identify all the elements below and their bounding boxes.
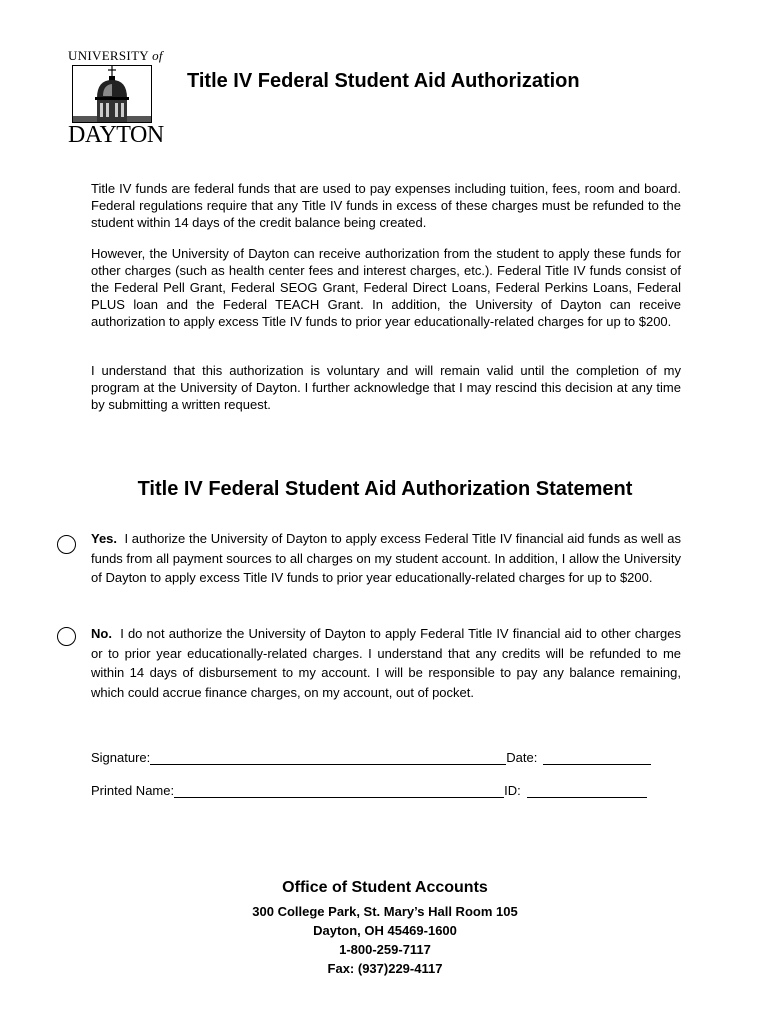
yes-option [91, 529, 681, 588]
paragraph-acknowledgement: I understand that this authorization is voluntary and will remain valid until the completion of my program at the University of Dayton. I further acknowledge that I may rescind this decision at any time by submitting a written request. [91, 363, 681, 412]
office-address-line1: 300 College Park, St. Mary’s Hall Room 105 [252, 904, 518, 919]
signature-line[interactable] [150, 750, 506, 765]
office-phone: 1-800-259-7117 [339, 942, 431, 957]
signature-row [91, 750, 651, 765]
no-radio[interactable] [57, 627, 76, 646]
printed-name-line[interactable] [174, 783, 504, 798]
paragraph-intro: Title IV funds are federal funds that are used to pay expenses including tuition, fees, room and board. Federal regulations require that any Title IV funds in excess of these charges must be refunded to the student within 14 days of the credit balance being created. [91, 181, 681, 230]
paragraph-authorization: However, the University of Dayton can receive authorization from the student to apply these funds for other charges (such as health center fees and interest charges, etc.). Federal Title IV funds consist of the Federal Pell Grant, Federal SEOG Grant, Federal Direct Loans, Federal Perkins Loans, Federal PLUS loan and the Federal TEACH Grant. In addition, the University of Dayton can receive authorization to apply excess Title IV funds to prior year educationally-related charges for up to $200. [91, 246, 681, 329]
date-line[interactable] [543, 750, 651, 765]
logo-of-word: of [152, 48, 163, 63]
logo-chapel-frame [72, 65, 152, 123]
no-text: I do not authorize the University of Dayton to apply Federal Title IV financial aid to other charges or to prior year educationally-related charges. I understand that any credits will be refunded to me within 14 days of disbursement to my account. I will be responsible to pay any balance remaining, which could accrue finance charges, on my account, out of pocket. [91, 626, 681, 700]
page-title: Title IV Federal Student Aid Authorization [187, 70, 580, 92]
signature-label: Signature: [91, 750, 151, 765]
date-label: Date: [506, 750, 538, 765]
no-option [91, 624, 681, 702]
university-logo [68, 48, 164, 148]
printed-name-label: Printed Name: [91, 783, 175, 798]
logo-university-word: UNIVERSITY [68, 48, 149, 63]
statement-title: Title IV Federal Student Aid Authorization Statement [137, 478, 633, 500]
id-line[interactable] [527, 783, 647, 798]
office-name: Office of Student Accounts [282, 879, 488, 896]
logo-top-text [68, 48, 163, 64]
logo-bottom-text: DAYTON [68, 122, 164, 148]
yes-text: I authorize the University of Dayton to apply excess Federal Title IV financial aid funds as well as funds from all payment sources to all charges on my student account. In addition, I allow the University of Dayton to apply excess Title IV funds to prior year educationally-related charges for up to $200. [91, 531, 681, 585]
yes-radio[interactable] [57, 535, 76, 554]
office-fax: Fax: (937)229-4117 [327, 961, 443, 976]
chapel-dome-icon [73, 66, 151, 122]
printed-name-row [91, 783, 647, 798]
no-label: No. [91, 626, 112, 641]
yes-label: Yes. [91, 531, 118, 546]
office-address-line2: Dayton, OH 45469-1600 [313, 923, 457, 938]
id-label: ID: [504, 783, 521, 798]
